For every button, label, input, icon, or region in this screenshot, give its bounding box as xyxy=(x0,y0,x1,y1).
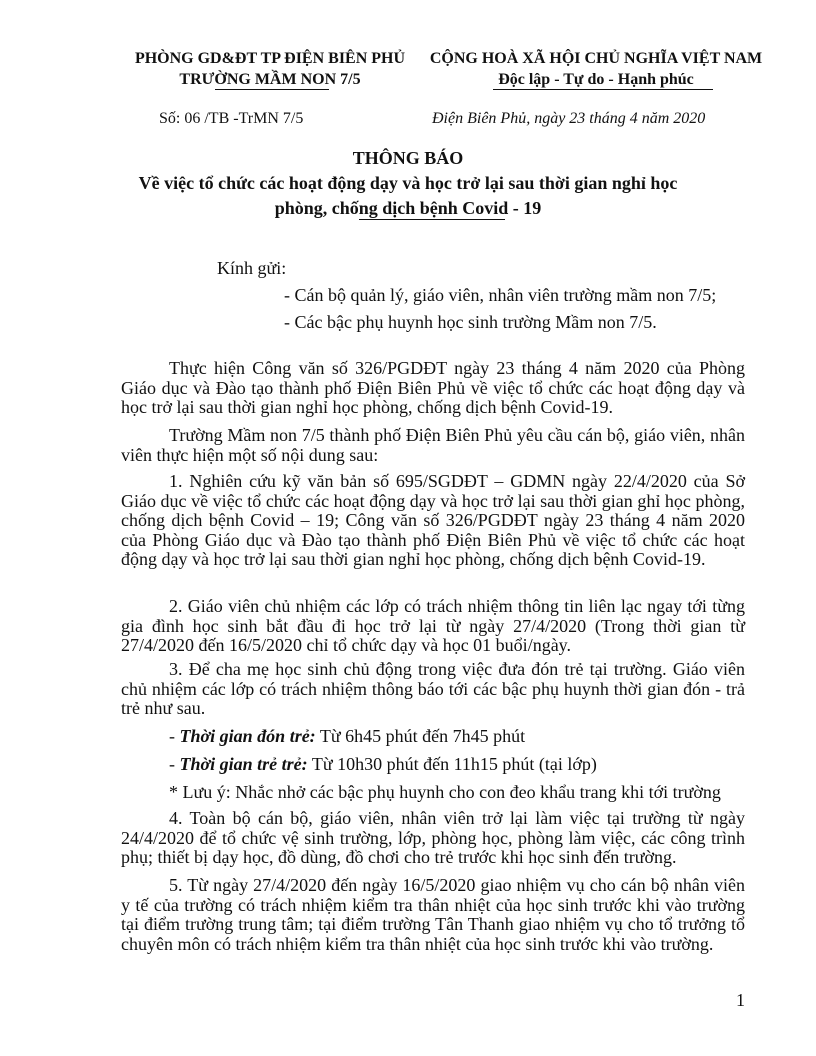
document-title: THÔNG BÁO xyxy=(352,148,464,168)
motto-underline xyxy=(493,89,713,90)
paragraph-text: Trường Mầm non 7/5 thành phố Điện Biên Phủ yêu cầu cán bộ, giáo viên, nhân viên thực hiện một số nội dung sau: xyxy=(121,425,745,465)
dropoff-label: Thời gian đón trẻ: xyxy=(179,726,316,746)
recipient-parents: - Các bậc phụ huynh học sinh trường Mầm non 7/5. xyxy=(284,312,657,332)
school-name: TRƯỜNG MẦM NON 7/5 xyxy=(179,71,361,88)
country-motto-line2: Độc lập - Tự do - Hạnh phúc xyxy=(498,71,694,88)
dropoff-value: Từ 6h45 phút đến 7h45 phút xyxy=(315,726,526,746)
paragraph-item-5 xyxy=(121,876,745,954)
page-number: 1 xyxy=(736,990,745,1010)
paragraph-item-2 xyxy=(121,597,745,656)
pickup-time-line xyxy=(169,754,597,774)
paragraph-text: Thực hiện Công văn số 326/PGDĐT ngày 23 tháng 4 năm 2020 của Phòng Giáo dục và Đào tạo thành phố Điện Biên Phủ về việc tổ chức các hoạt động dạy và học trở lại sau thời gian nghỉ học phòng, chống dịch bệnh Covid-19. xyxy=(121,358,745,418)
place-date: Điện Biên Phủ, ngày 23 tháng 4 năm 2020 xyxy=(432,110,706,127)
pickup-label: Thời gian trẻ trẻ: xyxy=(179,754,308,774)
country-motto-line1: CỘNG HOÀ XÃ HỘI CHỦ NGHĨA VIỆT NAM xyxy=(429,50,763,67)
paragraph-text: 2. Giáo viên chủ nhiệm các lớp có trách nhiệm thông tin liên lạc ngay tới từng gia đình học sinh bắt đầu đi học trở lại từ ngày 27/4/2020 (Trong thời gian từ 27/4/2020 đến 16/5/2020 chỉ tổ chức dạy và học 01 buổi/ngày. xyxy=(121,596,745,656)
dropoff-time-line xyxy=(169,726,525,746)
document-subtitle-line1: Về việc tổ chức các hoạt động dạy và học trở lại sau thời gian nghỉ học xyxy=(138,173,678,193)
school-name-underline xyxy=(215,89,329,90)
pickup-prefix: - xyxy=(169,754,180,774)
paragraph-text: 4. Toàn bộ cán bộ, giáo viên, nhân viên trở lại làm việc tại trường từ ngày 24/4/2020 để tổ chức vệ sinh trường, lớp, phòng học, phòng làm việc, các công trình phụ; thiết bị dạy học, đồ dùng, đồ chơi cho trẻ trước khi học sinh đến trường. xyxy=(121,808,745,868)
recipients-label: Kính gửi: xyxy=(217,258,287,278)
paragraph-request xyxy=(121,426,745,465)
document-subtitle-line2: phòng, chống dịch bệnh Covid - 19 xyxy=(274,198,542,218)
dropoff-prefix: - xyxy=(169,726,180,746)
recipient-staff: - Cán bộ quản lý, giáo viên, nhân viên trường mầm non 7/5; xyxy=(284,285,717,305)
paragraph-item-4 xyxy=(121,809,745,868)
document-number: Số: 06 /TB -TrMN 7/5 xyxy=(159,110,304,127)
paragraph-text: 3. Để cha mẹ học sinh chủ động trong việc đưa đón trẻ tại trường. Giáo viên chủ nhiệm các lớp có trách nhiệm thông báo tới các bậc phụ huynh thời gian đón - trả trẻ như sau. xyxy=(121,659,745,719)
paragraph-intro xyxy=(121,359,745,418)
paragraph-item-3 xyxy=(121,660,745,719)
paragraph-text: 5. Từ ngày 27/4/2020 đến ngày 16/5/2020 giao nhiệm vụ cho cán bộ nhân viên y tế của trường có trách nhiệm kiểm tra thân nhiệt của học sinh trước khi vào trường tại điểm trường trung tâm; tại điểm trường Tân Thanh giao nhiệm vụ cho tổ trưởng tổ chuyên môn có trách nhiệm kiểm tra thân nhiệt của học sinh trước khi vào trường. xyxy=(121,875,745,954)
agency-name: PHÒNG GD&ĐT TP ĐIỆN BIÊN PHỦ xyxy=(134,50,406,67)
paragraph-text: 1. Nghiên cứu kỹ văn bản số 695/SGDĐT – GDMN ngày 22/4/2020 của Sở Giáo dục về việc tổ chức các hoạt động dạy và học trở lại sau thời gian ghỉ học phòng, chống dịch bệnh Covid – 19; Công văn số 326/PGDĐT ngày 23 tháng 4 năm 2020 của Phòng Giáo dục và Đào tạo thành phố Điện Biên Phủ về việc tổ chức các hoạt động dạy và học trở lại sau thời gian nghỉ học phòng, chống dịch bệnh Covid-19. xyxy=(121,471,745,570)
pickup-value: Từ 10h30 phút đến 11h15 phút (tại lớp) xyxy=(307,754,597,774)
note-line: * Lưu ý: Nhắc nhở các bậc phụ huynh cho con đeo khẩu trang khi tới trường xyxy=(169,782,721,802)
paragraph-item-1 xyxy=(121,472,745,570)
title-underline xyxy=(359,219,505,220)
